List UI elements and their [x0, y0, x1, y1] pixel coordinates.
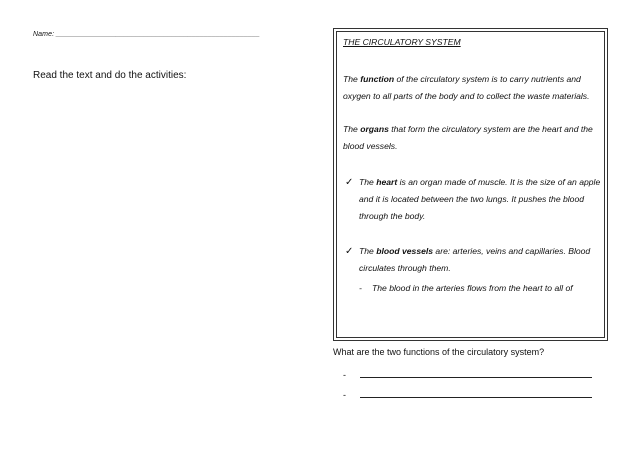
organs-pre: The [343, 124, 361, 134]
name-field-label: Name: ___________________________________________________ [33, 31, 260, 38]
arteries-text: The blood in the arteries flows from the heart to all of [372, 283, 573, 293]
reading-text-box-inner [336, 31, 605, 338]
check-icon: ✓ [345, 177, 354, 188]
vessels-keyword: blood vessels [376, 246, 434, 256]
heart-pre: The [359, 177, 377, 187]
answer-blank[interactable] [360, 397, 592, 398]
function-post: of the circulatory system is to carry nutrients and oxygen to all parts of the body and to collect the waste materials. [343, 74, 590, 101]
heart-keyword: heart [376, 177, 398, 187]
function-keyword: function [360, 74, 395, 84]
reading-title: THE CIRCULATORY SYSTEM [343, 37, 461, 47]
answer-line-1[interactable] [343, 370, 592, 380]
dash-bullet: - [359, 283, 362, 293]
vessels-pre: The [359, 246, 377, 256]
reading-text-box [333, 28, 608, 341]
reading-text-content [343, 34, 601, 297]
answer-line-2[interactable] [343, 390, 592, 400]
blood-vessels-text [359, 243, 601, 277]
heart-text [359, 174, 601, 225]
function-paragraph [343, 71, 601, 105]
vessels-post: are: arteries, veins and capillaries. Blood circulates through them. [359, 246, 591, 273]
answer-blank[interactable] [360, 377, 592, 378]
answer-dash: - [343, 370, 346, 380]
instructions: Read the text and do the activities: [33, 70, 187, 81]
activity-question: What are the two functions of the circulatory system? [333, 347, 545, 357]
organs-post: that form the circulatory system are the heart and the blood vessels. [343, 124, 593, 151]
heart-bullet [345, 174, 601, 225]
organs-keyword: organs [360, 124, 389, 134]
function-pre: The [343, 74, 361, 84]
organs-paragraph [343, 121, 601, 155]
check-icon: ✓ [345, 246, 354, 257]
arteries-subitem [359, 280, 601, 297]
blood-vessels-bullet [345, 243, 601, 277]
heart-post: is an organ made of muscle. It is the size of an apple and it is located between the two lungs. It pushes the blood through the body. [359, 177, 601, 221]
answer-dash: - [343, 390, 346, 400]
